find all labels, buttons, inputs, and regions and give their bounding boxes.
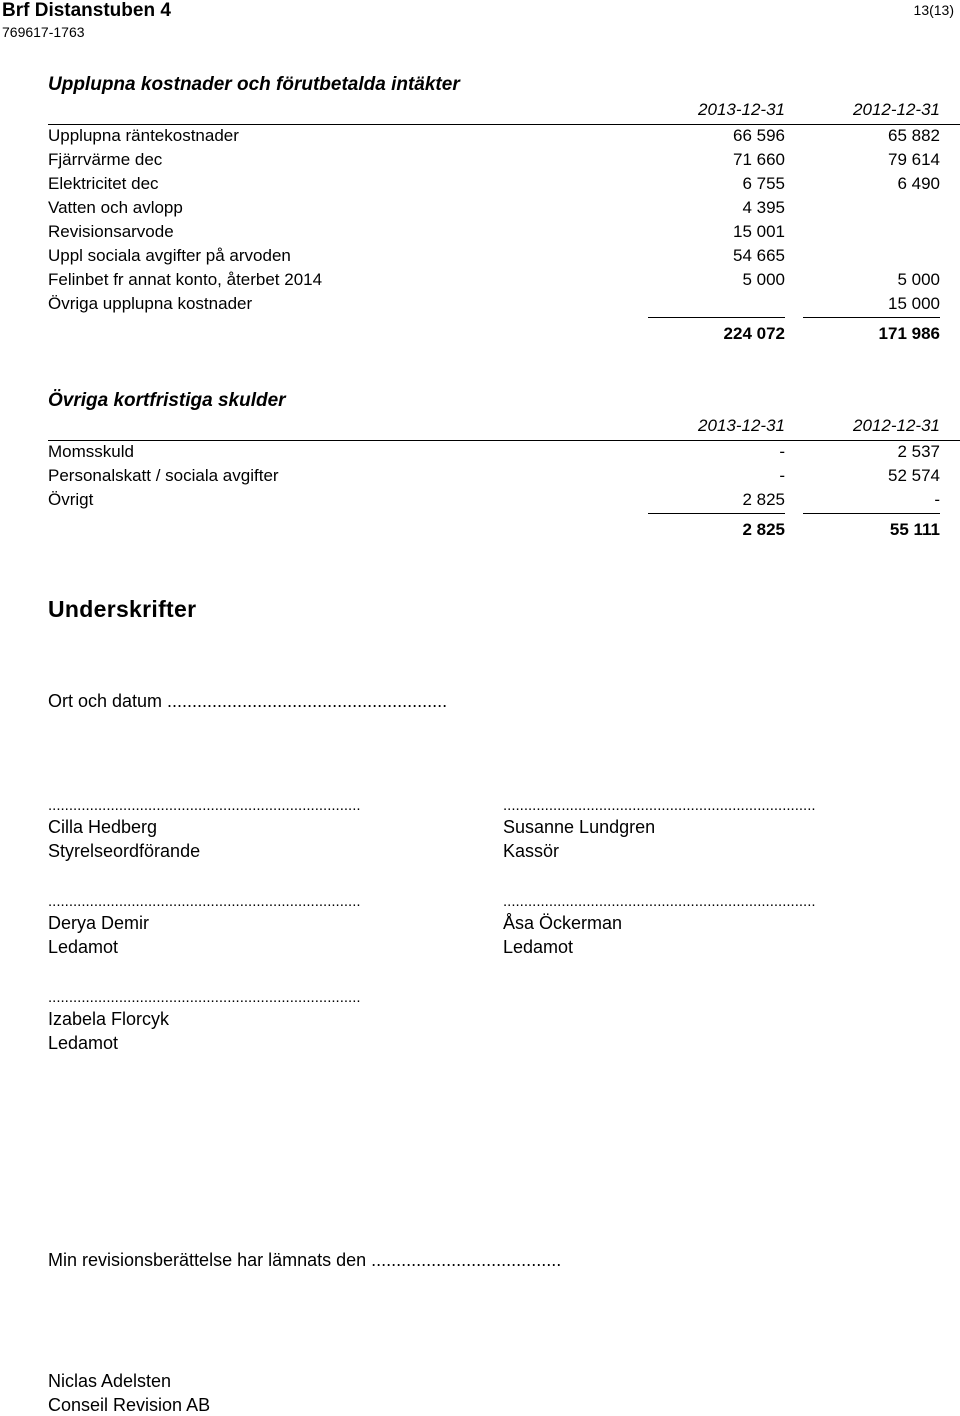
other-debts-section-title: Övriga kortfristiga skulder xyxy=(48,390,286,411)
row-value-2013: 54 665 xyxy=(733,246,785,265)
other-debts-col1-header: 2013-12-31 xyxy=(698,416,785,435)
row-value-2013: 4 395 xyxy=(742,198,785,217)
row-label: Elektricitet dec xyxy=(48,174,159,193)
row-value-2012: 52 574 xyxy=(888,466,940,485)
signatory-role: Styrelseordförande xyxy=(48,841,201,861)
row-value-2013: 6 755 xyxy=(742,174,785,193)
signature-line: ........................................................................... xyxy=(503,797,816,814)
signatory-name: Izabela Florcyk xyxy=(48,1009,170,1029)
accrued-section-title: Upplupna kostnader och förutbetalda intäkter xyxy=(48,74,460,95)
accrued-sum-line-2012 xyxy=(803,317,940,318)
page-number: 13(13) xyxy=(913,2,954,18)
row-value-2012: 65 882 xyxy=(888,126,940,145)
signature-line: ........................................................................... xyxy=(48,797,361,814)
signatory-name: Åsa Öckerman xyxy=(503,913,623,933)
row-label: Fjärrvärme dec xyxy=(48,150,163,169)
row-label: Revisionsarvode xyxy=(48,222,174,241)
signatory-role: Ledamot xyxy=(503,937,574,957)
row-label: Upplupna räntekostnader xyxy=(48,126,239,145)
signatory-role: Ledamot xyxy=(48,1033,119,1053)
other-debts-sum-line-2013 xyxy=(648,513,785,514)
other-debts-total-2013: 2 825 xyxy=(742,520,785,539)
signatory-name: Cilla Hedberg xyxy=(48,817,158,837)
row-label: Övrigt xyxy=(48,490,94,509)
signatory-name: Susanne Lundgren xyxy=(503,817,656,837)
accrued-col1-header: 2013-12-31 xyxy=(698,100,785,119)
accrued-col2-header: 2012-12-31 xyxy=(853,100,940,119)
row-value-2012: 2 537 xyxy=(897,442,940,461)
row-value-2013: 5 000 xyxy=(742,270,785,289)
row-value-2013: - xyxy=(779,442,785,461)
signature-line: ........................................................................... xyxy=(48,989,361,1006)
signatory-role: Kassör xyxy=(503,841,560,861)
auditor-name: Niclas Adelsten xyxy=(48,1371,172,1391)
row-value-2012: 79 614 xyxy=(888,150,940,169)
row-value-2013: 66 596 xyxy=(733,126,785,145)
signature-line: ........................................................................... xyxy=(503,893,816,910)
other-debts-total-2012: 55 111 xyxy=(889,520,940,539)
row-label: Felinbet fr annat konto, återbet 2014 xyxy=(48,270,323,289)
accrued-total-2013: 224 072 xyxy=(723,324,785,343)
other-debts-header-divider xyxy=(48,440,960,441)
row-value-2012: - xyxy=(934,490,940,509)
organization-number: 769617-1763 xyxy=(2,24,85,40)
audit-report-line: Min revisionsberättelse har lämnats den ...................................... xyxy=(48,1250,562,1270)
row-label: Personalskatt / sociala avgifter xyxy=(48,466,279,485)
row-value-2013: 71 660 xyxy=(733,150,785,169)
accrued-total-2012: 171 986 xyxy=(878,324,940,343)
row-label: Uppl sociala avgifter på arvoden xyxy=(48,246,291,265)
auditor-company: Conseil Revision AB xyxy=(48,1395,211,1415)
signatory-role: Ledamot xyxy=(48,937,119,957)
organization-name: Brf Distanstuben 4 xyxy=(2,0,171,21)
other-debts-sum-line-2012 xyxy=(803,513,940,514)
row-value-2012: 6 490 xyxy=(897,174,940,193)
row-value-2012: 5 000 xyxy=(897,270,940,289)
row-label: Vatten och avlopp xyxy=(48,198,183,217)
row-value-2013: 2 825 xyxy=(742,490,785,509)
other-debts-col2-header: 2012-12-31 xyxy=(853,416,940,435)
place-and-date-line: Ort och datum ........................................................ xyxy=(48,691,448,711)
accrued-header-divider xyxy=(48,124,960,125)
row-label: Momsskuld xyxy=(48,442,134,461)
row-label: Övriga upplupna kostnader xyxy=(48,294,253,313)
signature-line: ........................................................................... xyxy=(48,893,361,910)
accrued-sum-line-2013 xyxy=(648,317,785,318)
row-value-2013: 15 001 xyxy=(733,222,785,241)
signatory-name: Derya Demir xyxy=(48,913,150,933)
signatures-title: Underskrifter xyxy=(48,596,197,622)
row-value-2013: - xyxy=(779,466,785,485)
row-value-2012: 15 000 xyxy=(888,294,940,313)
